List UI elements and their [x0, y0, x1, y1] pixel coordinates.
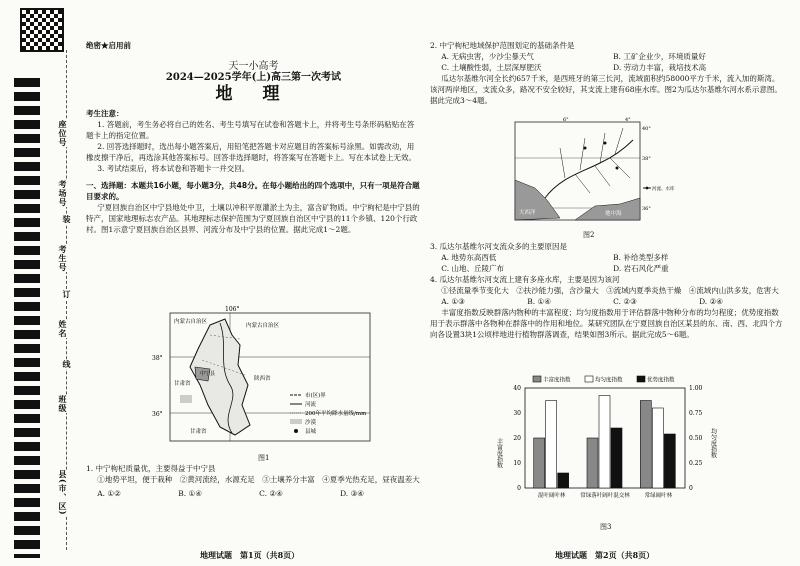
- section-1-heading: 一、选择题：本题共16小题，每小题3分，共48分。在每小题给出的四个选项中，只有一项是符合题目要求的。: [86, 181, 420, 201]
- y-left-label: 丰富度指数: [495, 438, 503, 468]
- bar-1-1: [599, 396, 610, 489]
- notice-title: 考生注意：: [86, 109, 124, 118]
- map2-lon2: 4°: [625, 117, 631, 123]
- y-right-tick: 1.00: [689, 385, 703, 392]
- questions-3-4: [430, 241, 785, 340]
- q3-opts: [430, 252, 785, 274]
- map1-region-4: 甘肃省: [190, 429, 207, 435]
- seal-2: 订: [62, 290, 72, 299]
- bar-chart-figure: [485, 370, 725, 520]
- map1-lat1: 38°: [152, 355, 163, 362]
- y-left-tick: 0: [517, 485, 521, 492]
- legend-label: 均匀度指数: [595, 377, 623, 384]
- label-name: 姓名: [58, 320, 68, 338]
- map1-lat2: 36°: [152, 411, 163, 418]
- bar-2-2: [664, 434, 675, 488]
- page-1-column: [86, 40, 421, 235]
- map1-caption: 图1: [258, 454, 270, 462]
- label-county: 县(市、区): [58, 470, 68, 516]
- q2-opt-d[interactable]: D. 劳动力丰富，栽培技术高: [613, 63, 707, 72]
- school-title: 天一小高考: [228, 61, 279, 72]
- y-right-tick: 0.50: [689, 435, 703, 442]
- notice-2: 2. 回答选择题时，选出每小题答案后，用铅笔把答题卡对应题目的答案标号涂黑。如需改动，用橡皮擦干净后，再选涂其他答案标号。回答非选择题时，将答案写在答题卡上。写在本试卷上无效。: [86, 142, 416, 162]
- legend-label: 丰富度指数: [543, 377, 571, 384]
- map2-caption: 图2: [583, 231, 595, 239]
- map2-lon1: 6°: [563, 117, 569, 123]
- q4-opts: ①径流量季节变化大 ②扶沙能力强，含沙量大 ③流域内夏季炎热干燥 ④流域内山洪多发，危害大: [441, 286, 779, 295]
- q2-opt-c[interactable]: C. 土壤酸性弱，土层深厚肥沃: [441, 63, 542, 72]
- q1-ans-d[interactable]: D. ③④: [340, 489, 365, 498]
- y-right-tick: 0: [689, 485, 693, 492]
- subject-title: 地 理: [215, 84, 292, 104]
- y-right-tick: 0.25: [689, 460, 703, 467]
- q4-stem: 4. 瓜达尔基维尔河支流上建有多座水库，主要是因为该河: [430, 275, 620, 284]
- seal-3: 线: [62, 360, 72, 369]
- q4-ans-c[interactable]: C. ②③: [613, 297, 637, 306]
- q2-stem: 2. 中宁枸杞地域保护范围划定的基础条件是: [430, 41, 575, 50]
- bar-1-0: [587, 438, 598, 488]
- x-tick-label: 常绿落叶阔叶混交林: [580, 493, 630, 499]
- map1-legend-0: 市(区)界: [305, 393, 326, 399]
- q2-opt-a[interactable]: A. 无病虫害，少沙尘暴天气: [441, 52, 534, 61]
- y-right-label: 均匀度指数: [709, 428, 717, 458]
- bar-2-1: [652, 408, 663, 488]
- binding-margin: [0, 0, 75, 566]
- y-left-tick: 40: [513, 385, 521, 392]
- q4-ans-a[interactable]: A. ①③: [441, 297, 465, 306]
- x-tick-label: 常绿阔叶林: [644, 493, 673, 499]
- map2-legend: 河流、水库: [652, 187, 675, 192]
- map-figure-2: [505, 117, 675, 228]
- q2-opt-b[interactable]: B. 工矿企业少，环境质量好: [613, 52, 706, 61]
- map2-ocean: 大西洋: [519, 210, 536, 216]
- exam-title: 2024—2025学年(上)高三第一次考试: [165, 72, 342, 83]
- legend-swatch: [585, 376, 593, 382]
- q3-opt-c[interactable]: C. 山地、丘陵广布: [441, 264, 504, 273]
- map1-legend-1: 河流: [305, 402, 317, 408]
- secret-mark: 绝密★启用前: [86, 41, 131, 50]
- q1-opts: ①地势平坦，便于栽种 ②黄河流经，水源充足 ③土壤养分丰富 ④夏季光热充足，昼夜温差大: [97, 475, 420, 484]
- y-left-tick: 10: [513, 460, 521, 467]
- passage-2: 瓜达尔基维尔河全长约657千米，是西班牙的第三长河，流域面积约58000平方千米，流入加的斯湾。该河两岸地区，支流众多，路况不安全较好，其支流上建有68座水库。图2为瓜达尔基维尔河水系示意图。据此完成3～4题。: [430, 74, 782, 105]
- q3-stem: 3. 瓜达尔基维尔河支流众多的主要原因是: [430, 242, 568, 251]
- legend-swatch: [637, 376, 645, 382]
- bar-0-2: [558, 473, 569, 488]
- map2-lat3: 36°: [642, 206, 651, 212]
- legend-swatch: [533, 376, 541, 382]
- map1-legend-4: 县城: [305, 429, 317, 435]
- map1-legend-3: 沙漠: [305, 420, 317, 426]
- footer-page-1: 地理试题 第1页（共8页）: [200, 550, 300, 560]
- bar-2-0: [640, 401, 651, 489]
- q1-answers: [86, 488, 421, 499]
- legend-label: 优势度指数: [647, 377, 675, 384]
- chart-caption: 图3: [600, 523, 612, 531]
- map-figure-1: [150, 305, 380, 453]
- q3-opt-a[interactable]: A. 地势东高西低: [441, 253, 497, 262]
- map1-city: 中宁县: [200, 371, 216, 377]
- x-tick-label: 混叶阔叶林: [537, 493, 566, 499]
- q3-opt-b[interactable]: B. 补给类型多样: [613, 253, 669, 262]
- passage-1: 宁夏回族自治区中宁县地处中卫，土壤以冲积平原灌淤土为主，富含矿物质。中宁枸杞是中宁县的特产，国家地理标志农产品。其地理标志保护范围为宁夏回族自治区中宁县的11个乡镇、120个行政村。图1示意宁夏回族自治区县界、河流分布及中宁县的位置。据此完成1～2题。: [86, 203, 420, 234]
- q1-ans-c[interactable]: C. ②④: [259, 489, 283, 498]
- bar-1-2: [611, 428, 622, 488]
- footer-page-2: 地理试题 第2页（共8页）: [555, 550, 655, 560]
- map1-legend-2: 200年平均降水量线/mm: [305, 411, 367, 417]
- map2-lat1: 40°: [642, 126, 651, 132]
- seal-1: 装: [62, 215, 72, 224]
- map1-region-0: 内蒙古自治区: [174, 319, 208, 325]
- label-class: 班级: [58, 395, 68, 413]
- qr-code: [20, 8, 64, 52]
- map1-lon: 106°: [225, 306, 240, 313]
- y-right-tick: 0.75: [689, 410, 703, 417]
- notice-1: 1. 答题前，考生务必将自己的姓名、考生号填写在试卷和答题卡上，并将考生号条形码粘贴在答题卡上的指定位置。: [86, 120, 415, 140]
- q4-ans-d[interactable]: D. ②④: [699, 297, 724, 306]
- map1-region-2: 甘肃省: [174, 381, 191, 387]
- y-left-tick: 30: [513, 410, 521, 417]
- question-1: [86, 463, 421, 499]
- q2-opts: [430, 51, 785, 73]
- q3-opt-d[interactable]: D. 岩石风化严重: [613, 264, 669, 273]
- map2-sea: 地中海: [605, 211, 622, 217]
- q4-ans-b[interactable]: B. ①④: [527, 297, 551, 306]
- label-room: 考场号: [58, 180, 68, 207]
- passage-3: 丰富度指数反映群落内物种的丰富程度；均匀度指数用于评估群落中物种分布的均匀程度；优势度指数用于表示群落中各物种在群落中的作用和地位。某研究团队在宁夏回族自治区某县的东、南、西、北四个方向各设置3块1公顷样地进行植物群落调查，结果如图3所示。据此完成5～6题。: [430, 308, 783, 339]
- page-2-column: [430, 40, 785, 106]
- q1-ans-b[interactable]: B. ①④: [178, 489, 202, 498]
- map1-region-1: 内蒙古自治区: [246, 323, 280, 329]
- notice-3: 3. 考试结束后，将本试卷和答题卡一并交回。: [97, 164, 250, 173]
- bar-0-0: [534, 438, 545, 488]
- label-id: 考生号: [58, 245, 68, 272]
- q1-stem: 1. 中宁枸杞质量优，主要得益于中宁县: [86, 464, 216, 473]
- q1-ans-a[interactable]: A. ①②: [97, 489, 121, 498]
- y-left-tick: 20: [513, 435, 521, 442]
- bar-chart: [485, 370, 725, 520]
- q4-answers: [430, 296, 785, 307]
- map1-region-3: 陕西省: [254, 376, 271, 382]
- bar-0-1: [546, 401, 557, 489]
- label-seat: 座位号: [58, 120, 68, 147]
- map2-lat2: 38°: [642, 156, 651, 162]
